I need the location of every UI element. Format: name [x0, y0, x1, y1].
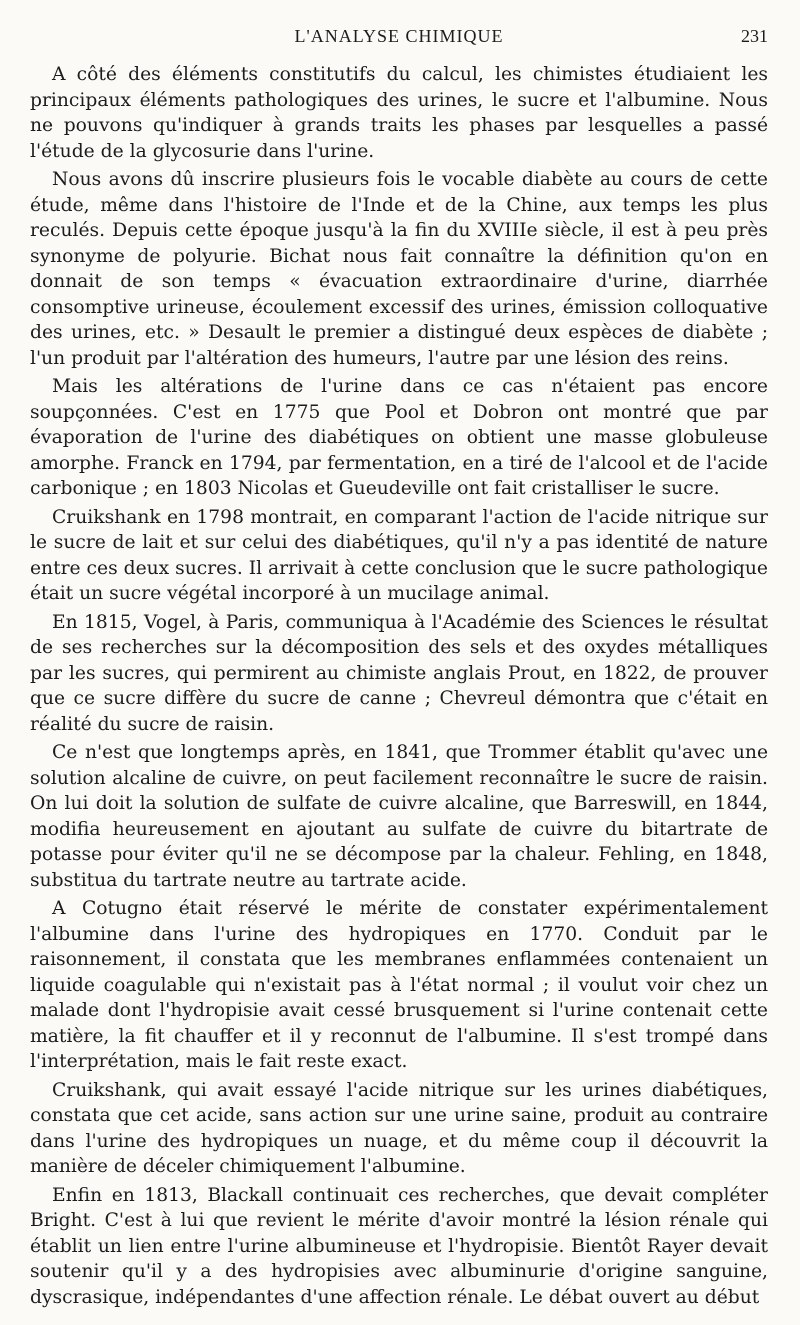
paragraph-trommer-fehling: Ce n'est que longtemps après, en 1841, que Trommer établit qu'avec une solution alcaline de cuivre, on peut facilement reconnaître le sucre de raisin. On lui doit la solution de sulfate de cuivre alcaline, que Barreswill, en 1844, modifia heureusement en ajoutant au sulfate de cuivre du bitartrate de potasse pour éviter qu'il ne se décompose par la chaleur. Fehling, en 1848, substitua du tartrate neutre au tartrate acide. [30, 742, 768, 891]
paragraph-urine-alterations: Mais les altérations de l'urine dans ce cas n'étaient pas encore soupçonnées. C'est en 1775 que Pool et Dobron ont montré que par évaporation de l'urine des diabétiques on obtient une masse globuleuse amorphe. Franck en 1794, par fermentation, en a tiré de l'alcool et de l'acide carbonique ; en 1803 Nicolas et Gueudeville ont fait cristalliser le sucre. [30, 376, 768, 499]
paragraph-cruikshank-sugar: Cruikshank en 1798 montrait, en comparant l'action de l'acide nitrique sur le sucre de lait et sur celui des diabétiques, qu'il n'y a pas identité de nature entre ces deux sucres. Il arrivait à cette conclusion que le sucre pathologique était un sucre végétal incorporé à un mucilage animal. [30, 506, 768, 604]
running-head [30, 26, 768, 52]
page-number: 231 [741, 26, 768, 46]
paragraph-diabetes-history: Nous avons dû inscrire plusieurs fois le vocable diabète au cours de cette étude, même dans l'histoire de l'Inde et de la Chine, aux temps les plus reculés. Depuis cette époque jusqu'à la fin du XVIIIe siècle, il est à peu près synonyme de polyurie. Bichat nous fait connaître la définition qu'on en donnait de son temps « évacuation extraordinaire d'urine, diarrhée consomptive urineuse, écoulement excessif des urines, émission colloquative des urines, etc. » Desault le premier a distingué deux espèces de diabète ; l'un produit par l'altération des humeurs, l'autre par une lésion des reins. [30, 169, 768, 369]
paragraph-blackall-bright: Enfin en 1813, Blackall continuait ces recherches, que devait compléter Bright. C'est à lui que revient le mérite d'avoir montré la lésion rénale qui établit un lien entre l'urine albumineuse et l'hydropisie. Bientôt Rayer devait soutenir qu'il y a des hydropisies avec albuminurie d'origine sanguine, dyscrasique, indépendantes d'une affection rénale. Le débat ouvert au début [30, 1184, 768, 1308]
body-text [30, 62, 768, 1313]
paragraph-cotugno-albumin: A Cotugno était réservé le mérite de constater expérimentalement l'albumine dans l'urine des hydropiques en 1770. Conduit par le raisonnement, il constata que les membranes enflammées contenaient un liquide coagulable qui n'existait pas à l'état normal ; il voulut voir chez un malade dont l'hydropisie avait cessé brusquement si l'urine contenait cette matière, la fit chauffer et il y reconnut de l'albumine. Il s'est trompé dans l'interprétation, mais le fait reste exact. [30, 898, 768, 1072]
paragraph-cruikshank-albumin: Cruikshank, qui avait essayé l'acide nitrique sur les urines diabétiques, constata que cet acide, sans action sur une urine saine, produit au contraire dans l'urine des hydropiques un nuage, et du même coup il découvrit la manière de déceler chimiquement l'albumine. [30, 1079, 768, 1177]
paragraph-sugar-albumin-intro: A côté des éléments constitutifs du calcul, les chimistes étudiaient les principaux éléments pathologiques des urines, le sucre et l'albumine. Nous ne pouvons qu'indiquer à grands traits les phases par lesquelles a passé l'étude de la glycosurie dans l'urine. [30, 64, 768, 162]
paragraph-vogel-prout: En 1815, Vogel, à Paris, communiqua à l'Académie des Sciences le résultat de ses recherches sur la décomposition des sels et des oxydes métalliques par les sucres, qui permirent au chimiste anglais Prout, en 1822, de prouver que ce sucre diffère du sucre de canne ; Chevreul démontra que c'était en réalité du sucre de raisin. [30, 611, 768, 735]
running-title: L'ANALYSE CHIMIQUE [294, 26, 504, 46]
